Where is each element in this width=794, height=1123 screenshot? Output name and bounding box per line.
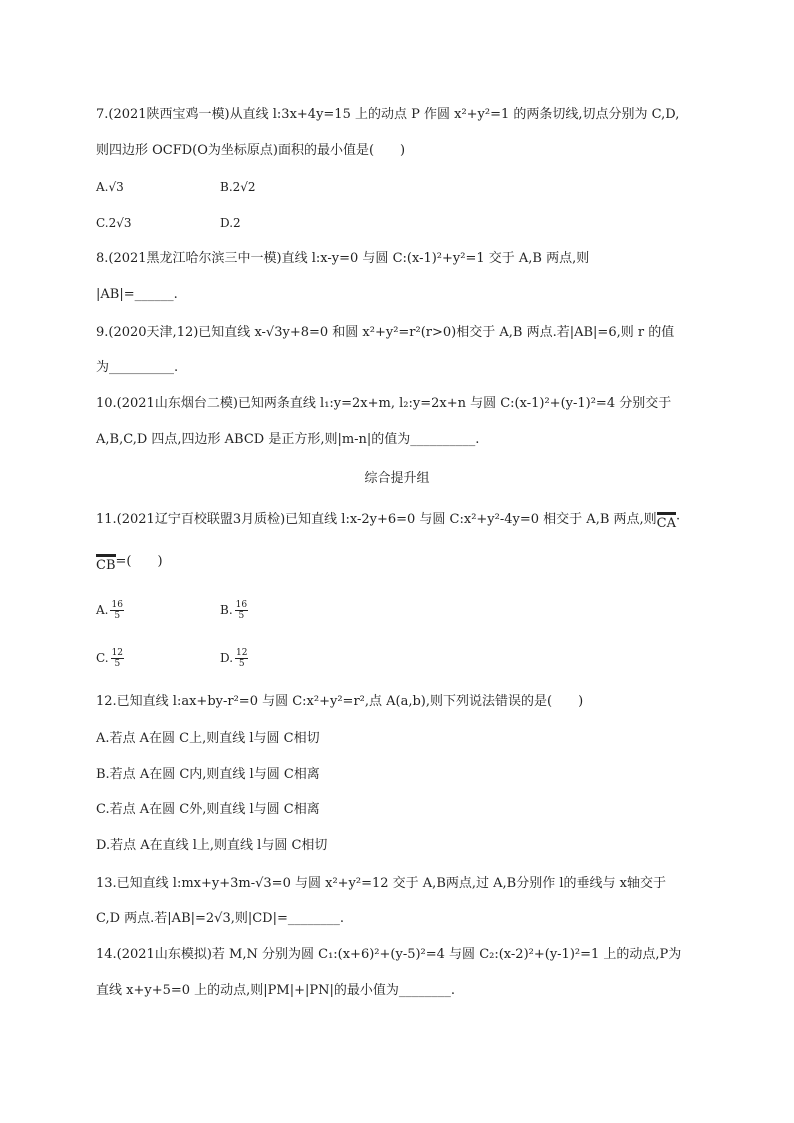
q7-option-c: C.2√3: [96, 216, 132, 230]
q12-option-a: A.若点 A在圆 C上,则直线 l与圆 C相切: [96, 731, 320, 746]
q11-option-c: C. $\frac{12}{5}$: [96, 648, 124, 669]
q11-vector-cb: CB: [96, 554, 116, 571]
q12-option-c: C.若点 A在圆 C外,则直线 l与圆 C相离: [96, 802, 320, 817]
q8-line2: |AB|=______.: [96, 287, 178, 302]
q7-line2: 则四边形 OCFD(O为坐标原点)面积的最小值是( ): [96, 143, 406, 158]
q7-option-d: D.2: [220, 216, 241, 230]
q13-line1: 13.已知直线 l:mx+y+3m-√3=0 与圆 x²+y²=12 交于 A,B两点,过 A,B分别作 l的垂线与 x轴交于: [96, 876, 666, 891]
q7-option-b: B.2√2: [220, 180, 256, 194]
q14-line2: 直线 x+y+5=0 上的动点,则|PM|+|PN|的最小值为________.: [96, 983, 456, 998]
q8-line1: 8.(2021黑龙江哈尔滨三中一模)直线 l:x-y=0 与圆 C:(x-1)²+y²=1 交于 A,B 两点,则: [96, 251, 590, 266]
q11-option-b: B. $\frac{16}{5}$: [220, 600, 248, 621]
q9-line2: 为__________.: [96, 360, 179, 375]
q11-option-d: D. $\frac{12}{5}$: [220, 648, 248, 669]
q10-line1: 10.(2021山东烟台二模)已知两条直线 l₁:y=2x+m, l₂:y=2x+n 与圆 C:(x-1)²+(y-1)²=4 分别交于: [96, 396, 672, 411]
q11-line2: [96, 553, 163, 571]
q14-line1: 14.(2021山东模拟)若 M,N 分别为圆 C₁:(x+6)²+(y-5)²=4 与圆 C₂:(x-2)²+(y-1)²=1 上的动点,P为: [96, 947, 682, 962]
q13-line2: C,D 两点.若|AB|=2√3,则|CD|=________.: [96, 911, 345, 926]
q11-line1-text: 11.(2021辽宁百校联盟3月质检)已知直线 l:x-2y+6=0 与圆 C:x²+y²-4y=0 相交于 A,B 两点,则: [96, 512, 657, 527]
q11-line2-rest: =( ): [115, 554, 163, 569]
q9-line1: 9.(2020天津,12)已知直线 x-√3y+8=0 和圆 x²+y²=r²(r>0)相交于 A,B 两点.若|AB|=6,则 r 的值: [96, 325, 675, 340]
q7-line1: 7.(2021陕西宝鸡一模)从直线 l:3x+4y=15 上的动点 P 作圆 x²+y²=1 的两条切线,切点分别为 C,D,: [96, 107, 680, 122]
q11-option-a: A. $\frac{16}{5}$: [96, 600, 123, 621]
q11-dot: ·: [675, 512, 681, 527]
q11-vector-ca: CA: [657, 512, 676, 529]
q11-line1: [96, 511, 680, 529]
section-title: 综合提升组: [364, 471, 430, 486]
q12-option-b: B.若点 A在圆 C内,则直线 l与圆 C相离: [96, 767, 320, 782]
q12-option-d: D.若点 A在直线 l上,则直线 l与圆 C相切: [96, 838, 328, 853]
q12-line1: 12.已知直线 l:ax+by-r²=0 与圆 C:x²+y²=r²,点 A(a,b),则下列说法错误的是( ): [96, 694, 584, 709]
q7-option-a: A.√3: [96, 180, 124, 194]
q10-line2: A,B,C,D 四点,四边形 ABCD 是正方形,则|m-n|的值为__________.: [96, 432, 480, 447]
